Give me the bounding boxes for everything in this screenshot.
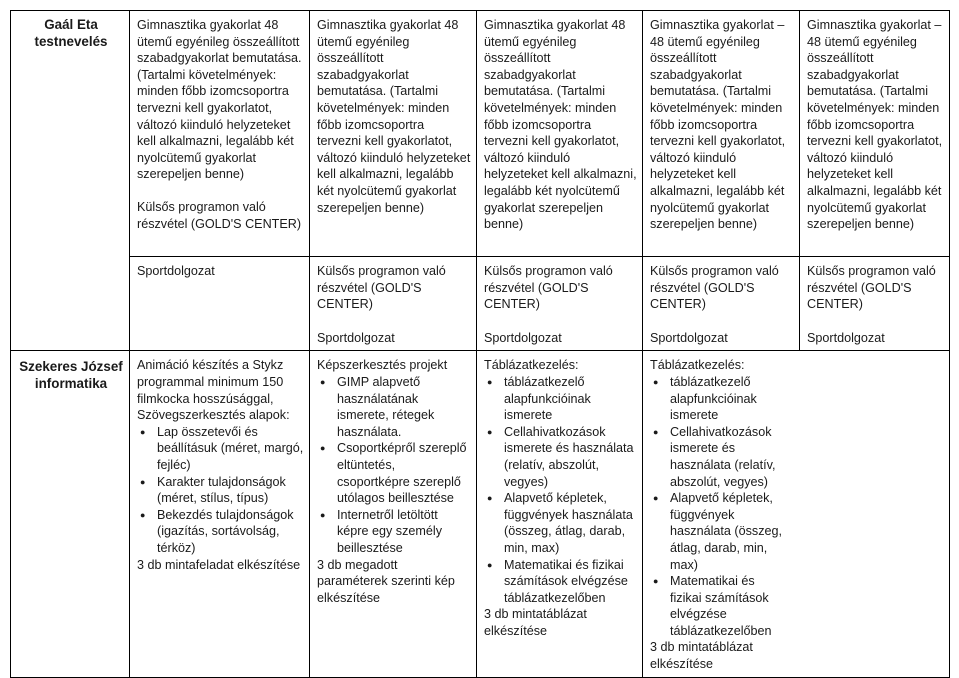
table-cell [800,11,950,257]
cell-text: Külsős programon való részvétel (GOLD'S CENTER) [317,264,446,312]
teacher-name: Szekeres József informatika [19,359,123,391]
table-row [11,11,950,257]
cell-text: Gimnasztika gyakorlat – 48 ütemű egyénileg összeállított szabadgyakorlat bemutatása. (Tartalmi követelmények: minden főbb izomcsoportra tervezni kell gyakorlatot, változó kiinduló helyzeteket kell alkalmazni, legalább két nyolcütemű gyakorlat szerepeljen benne) [807,18,943,232]
cell-text: Gimnasztika gyakorlat 48 ütemű egyénileg összeállított szabadgyakorlat bemutatása. (Tartalmi követelmények: minden főbb izomcsoportra tervezni kell gyakorlatot, változó kiinduló helyzeteket kell alkalmazni, legalább két nyolcütemű gyakorlat szerepeljen benne) [484,18,637,232]
table-row [11,351,950,677]
table-cell [477,11,643,257]
table-cell [643,351,950,677]
table-cell [477,257,643,351]
bullet-list [650,374,789,640]
bullet-list [137,424,304,557]
list-item: ● GIMP alapvető használatának ismerete, rétegek használata. [337,374,471,440]
cell-text: Sportdolgozat [650,330,728,345]
cell-outro: 3 db mintafeladat elkészítése [137,557,301,572]
bullet-list [484,374,637,606]
cell-text: Külsős programon való részvétel (GOLD'S CENTER) [484,264,613,312]
table-cell [130,257,310,351]
table-cell [477,351,643,677]
curriculum-table [10,10,950,678]
list-item: ● Alapvető képletek, függvények használata (összeg, átlag, darab, min, max) [670,490,789,573]
list-item: ● Bekezdés tulajdonságok (igazítás, sortávolság, térköz) [157,507,304,557]
list-item: ● Csoportképről szereplő eltüntetés, csoportképre szereplő utólagos beillesztése [337,440,471,506]
list-item: ● Karakter tulajdonságok (méret, stílus, típus) [157,474,304,507]
list-item: ● Cellahivatkozások ismerete és használata (relatív, abszolút, vegyes) [504,424,637,490]
list-item: ● Alapvető képletek, függvények használata (összeg, átlag, darab, min, max) [504,490,637,556]
table-row [11,257,950,351]
cell-outro: 3 db mintatáblázat elkészítése [650,640,753,672]
cell-text: Gimnasztika gyakorlat 48 ütemű egyénileg összeállított szabadgyakorlat bemutatása. (Tartalmi követelmények: minden főbb izomcsoportra tervezni kell gyakorlatot, változó kiinduló helyzeteket kell alkalmazni, legalább két nyolcütemű gyakorlat szerepeljen benne) [317,18,471,215]
cell-text: Külsős programon való részvétel (GOLD'S CENTER) [807,264,936,312]
cell-outro: 3 db mintatáblázat elkészítése [484,607,587,638]
cell-outro: 3 db megadott paraméterek szerinti kép elkészítése [317,557,455,605]
table-cell [643,11,800,257]
cell-text: Gimnasztika gyakorlat 48 ütemű egyénileg összeállított szabadgyakorlat bemutatása. (Tartalmi követelmények: minden főbb izomcsoportra tervezni kell gyakorlatot, változó kiinduló helyzeteket kell alkalmazni, legalább két nyolcütemű gyakorlat szerepeljen benne) [137,18,302,182]
cell-text: Sportdolgozat [137,264,215,278]
teacher-name: Gaál Eta testnevelés [34,17,108,49]
table-cell [643,257,800,351]
list-item: ● Matematikai és fizikai számítások elvégzése táblázatkezelőben [504,557,637,607]
list-item: ● táblázatkezelő alapfunkcióinak ismerete [504,374,637,424]
table-cell [130,11,310,257]
bullet-list [317,374,471,557]
cell-text: Külsős programon való részvétel (GOLD'S CENTER) [137,199,302,231]
list-item: ● Cellahivatkozások ismerete és használata (relatív, abszolút, vegyes) [670,424,789,490]
cell-text: Sportdolgozat [807,330,885,345]
table-cell [800,257,950,351]
teacher-name-cell [11,11,130,351]
list-item: ● táblázatkezelő alapfunkcióinak ismerete [670,374,789,424]
cell-intro: Képszerkesztés projekt [317,358,448,373]
cell-intro: Táblázatkezelés: [484,358,579,373]
list-item: ● Lap összetevői és beállításuk (méret, margó, fejléc) [157,424,304,474]
cell-text: Külsős programon való részvétel (GOLD'S CENTER) [650,264,779,312]
cell-text: Sportdolgozat [484,330,562,345]
table-cell [130,351,310,677]
cell-text: Gimnasztika gyakorlat – 48 ütemű egyénileg összeállított szabadgyakorlat bemutatása. (Tartalmi követelmények: minden főbb izomcsoportra tervezni kell gyakorlatot, változó kiinduló helyzeteket kell alkalmazni, legalább két nyolcütemű gyakorlat szerepeljen benne) [650,18,786,232]
cell-text: Sportdolgozat [317,330,395,345]
table-cell [310,11,477,257]
table-cell [310,351,477,677]
cell-intro: Táblázatkezelés: [650,358,745,373]
list-item: ● Internetről letöltött képre egy személy beillesztése [337,507,471,557]
cell-intro: Animáció készítés a Stykz programmal minimum 150 filmkocka hosszúsággal, Szövegszerkesztés alapok: [137,358,290,423]
teacher-name-cell [11,351,130,677]
table-cell [310,257,477,351]
list-item: ● Matematikai és fizikai számítások elvégzése táblázatkezelőben [670,573,789,639]
